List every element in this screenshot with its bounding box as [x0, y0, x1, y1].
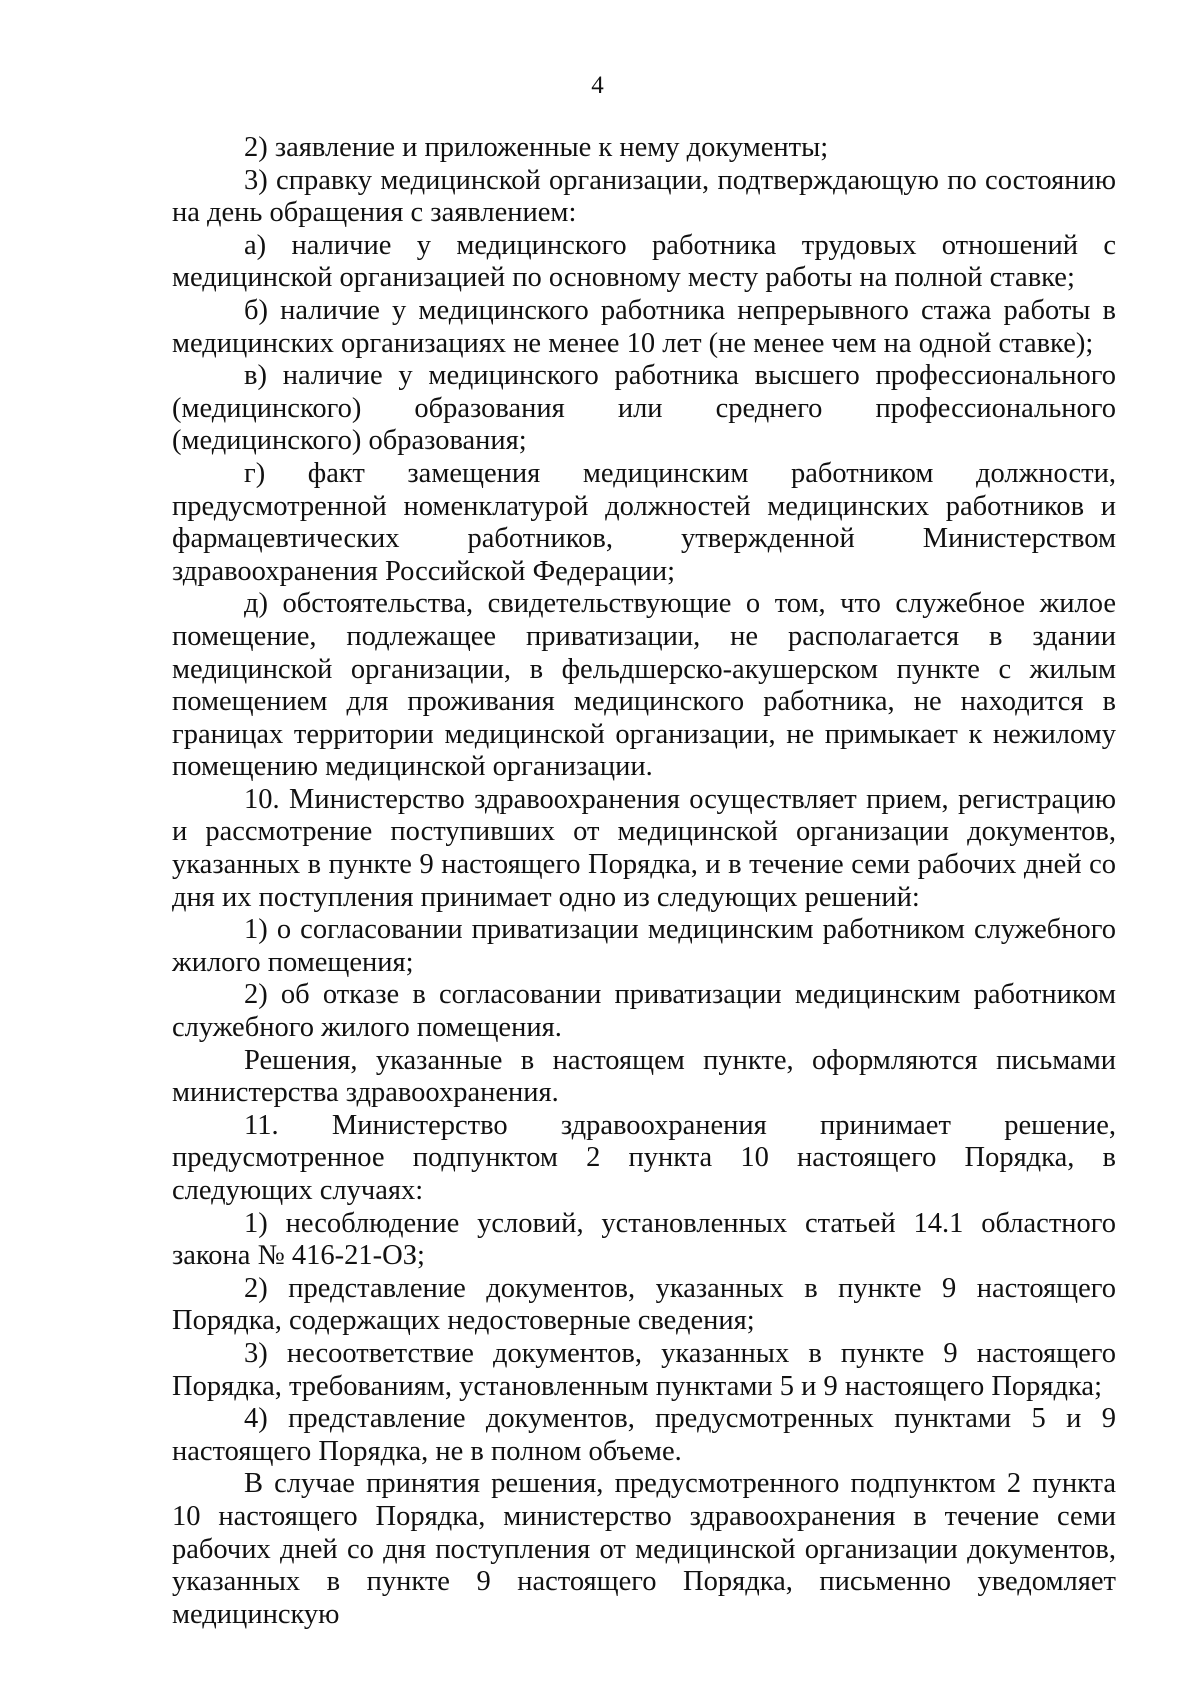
paragraph: г) факт замещения медицинским работником должности, предусмотренной номенклатурой должностей медицинских работников и фармацевтических работников, утвержденной Министерством здравоохранения Российской Федерации;	[172, 457, 1116, 587]
paragraph: б) наличие у медицинского работника непрерывного стажа работы в медицинских организациях не менее 10 лет (не менее чем на одной ставке);	[172, 294, 1116, 359]
paragraph: в) наличие у медицинского работника высшего профессионального (медицинского) образования или среднего профессионального (медицинского) образования;	[172, 360, 1116, 457]
paragraph: 4) представление документов, предусмотренных пунктами 5 и 9 настоящего Порядка, не в полном объеме.	[172, 1403, 1116, 1467]
page-number: 4	[591, 72, 604, 99]
paragraph: 1) о согласовании приватизации медицинским работником служебного жилого помещения;	[172, 914, 1116, 978]
document-body	[172, 132, 1116, 1631]
paragraph: 1) несоблюдение условий, установленных статьей 14.1 областного закона № 416-21-ОЗ;	[172, 1207, 1116, 1272]
paragraph: 3) справку медицинской организации, подтверждающую по состоянию на день обращения с заявлением:	[172, 164, 1116, 229]
paragraph: 11. Министерство здравоохранения принимает решение, предусмотренное подпунктом 2 пункта 10 настоящего Порядка, в следующих случаях:	[172, 1109, 1116, 1206]
paragraph: 3) несоответствие документов, указанных в пункте 9 настоящего Порядка, требованиям, установленным пунктами 5 и 9 настоящего Порядка;	[172, 1337, 1116, 1402]
paragraph: 10. Министерство здравоохранения осуществляет прием, регистрацию и рассмотрение поступивших от медицинской организации документов, указанных в пункте 9 настоящего Порядка, и в течение семи рабочих дней со дня их поступления принимает одно из следующих решений:	[172, 783, 1116, 913]
paragraph: а) наличие у медицинского работника трудовых отношений с медицинской организацией по основному месту работы на полной ставке;	[172, 229, 1116, 294]
paragraph: 2) представление документов, указанных в пункте 9 настоящего Порядка, содержащих недостоверные сведения;	[172, 1272, 1116, 1337]
paragraph: 2) заявление и приложенные к нему документы;	[244, 132, 829, 163]
paragraph: д) обстоятельства, свидетельствующие о том, что служебное жилое помещение, подлежащее приватизации, не располагается в здании медицинской организации, в фельдшерско-акушерском пункте с жилым помещением для проживания медицинского работника, не находится в границах территории медицинской организации, не примыкает к нежилому помещению медицинской организации.	[172, 588, 1116, 783]
paragraph: 2) об отказе в согласовании приватизации медицинским работником служебного жилого помещения.	[172, 979, 1116, 1044]
paragraph: Решения, указанные в настоящем пункте, оформляются письмами министерства здравоохранения.	[172, 1044, 1116, 1109]
paragraph: В случае принятия решения, предусмотренного подпунктом 2 пункта 10 настоящего Порядка, министерство здравоохранения в течение семи рабочих дней со дня поступления от медицинской организации документов, указанных в пункте 9 настоящего Порядка, письменно уведомляет медицинскую	[172, 1468, 1116, 1630]
